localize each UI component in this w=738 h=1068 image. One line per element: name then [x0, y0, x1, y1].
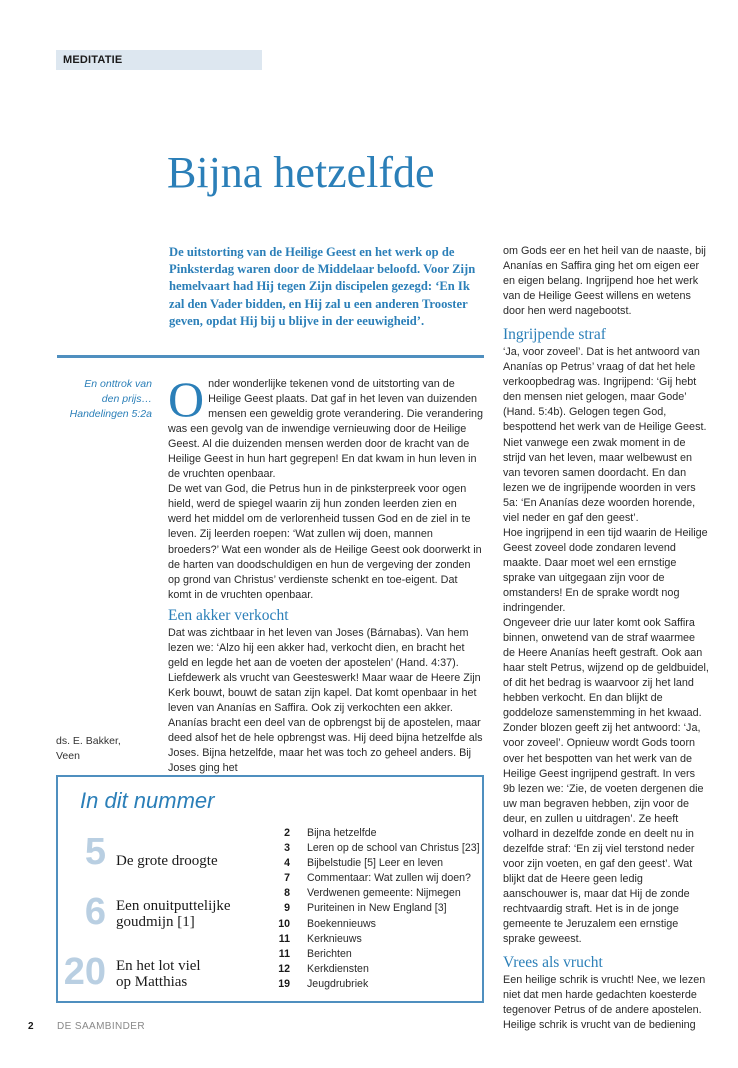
- article-column-2: [503, 244, 709, 1033]
- feature-page-number: 20: [63, 951, 106, 993]
- subheading: Vrees als vrucht: [503, 954, 603, 972]
- toc-page: 19: [278, 977, 290, 990]
- toc-item[interactable]: [266, 826, 481, 841]
- toc-item[interactable]: [266, 886, 481, 901]
- toc-item[interactable]: [266, 917, 481, 932]
- toc-title: Leren op de school van Christus [23]: [307, 842, 480, 855]
- paragraph: Een heilige schrik is vrucht! Nee, we lezen niet dat men harde gedachten koesterde tegenover Petrus of de andere apostelen. Heilige schrik is vrucht van de bediening: [503, 974, 706, 1032]
- subheading: Ingrijpende straf: [503, 326, 606, 344]
- toc-title: Bijna hetzelfde: [307, 827, 377, 839]
- toc-item[interactable]: [266, 901, 481, 916]
- footer-magazine-name: DE SAAMBINDER: [57, 1021, 145, 1032]
- page-title: Bijna hetzelfde: [167, 148, 435, 197]
- toc-title: Berichten: [307, 947, 352, 960]
- toc-item[interactable]: [266, 947, 481, 962]
- toc-item[interactable]: [266, 977, 481, 992]
- feature-link[interactable]: [116, 853, 256, 869]
- feature-link[interactable]: [116, 898, 256, 930]
- toc-title: Kerkdiensten: [307, 962, 369, 975]
- paragraph: ‘Ja, voor zoveel’. Dat is het antwoord van Ananías op Petrus’ vraag of dat het hele verkoopbedrag was. Ingrijpend: ‘Gij hebt den mensen niet gelogen, maar Gode’ (Hand. 5:4b). Gelogen tegen God, bespottend het werk van de Heilige Geest. Niet vanwege een zwak moment in de strijd van het leven, maar welbewust en van tevoren samen doordacht. En dan lezen we de ingrijpende woorden in vers 5a: ‘En Ananías deze woorden horende, viel neder en gaf den geest’.: [503, 346, 707, 524]
- divider: [57, 355, 484, 358]
- table-of-contents: [266, 826, 481, 992]
- toc-page: 11: [278, 947, 290, 960]
- paragraph: De wet van God, die Petrus hun in de pinksterpreek voor ogen hield, werd de spiegel waarin zij hun zonden leerden zien en werd het middel om de verlorenheid tussen God en de ziel in te leven. Zij leerden roepen: ‘Wat zullen wij doen, mannen broeders?’ Wat een wonder als de Heilige Geest ook doorwerkt in de harten van doodschuldigen en hun de vergeving der zonden op grond van Christus’ verdienste schenkt en toe-eigent. Dat komt in de vruchten openbaar.: [168, 483, 482, 601]
- toc-title: Puriteinen in New England [3]: [307, 902, 447, 915]
- section-label: MEDITATIE: [56, 50, 262, 70]
- paragraph: [168, 371, 484, 482]
- scripture-quote-line: den prijs…: [101, 393, 152, 405]
- paragraph: om Gods eer en het heil van de naaste, bij Ananías en Saffira ging het om eigen eer en eigen belang. Ingrijpend hoe het werk van de Heilige Geest willens en wetens door hen werd nagebootst.: [503, 245, 706, 318]
- author-place: Veen: [56, 750, 80, 762]
- feature-link[interactable]: [116, 958, 256, 990]
- intro-paragraph: De uitstorting van de Heilige Geest en het werk op de Pinksterdag waren door de Middelaar beloofd. Voor Zijn hemelvaart had Hij tegen Zijn discipelen gezegd: ‘En Ik zal den Vader bidden, en Hij zal u een anderen Trooster geven, opdat Hij bij u blijve in der eeuwigheid’.: [169, 245, 476, 328]
- feature-title: Een onuitputtelijke: [116, 898, 231, 914]
- feature-page-number: 5: [84, 831, 106, 873]
- subheading: Een akker verkocht: [168, 606, 289, 624]
- toc-title: Kerknieuws: [307, 932, 362, 945]
- drop-cap: O: [168, 371, 205, 427]
- toc-page: 4: [284, 857, 290, 870]
- contents-title: In dit nummer: [80, 788, 215, 813]
- toc-item[interactable]: [266, 841, 481, 856]
- toc-page: 11: [278, 932, 290, 945]
- toc-page: 2: [284, 827, 290, 839]
- paragraph: Ongeveer drie uur later komt ook Saffira binnen, onwetend van de straf waarmee de Heere Ananías heeft gestraft. Ook aan haar stelt Petrus, wijzend op de geldbuidel, of dit het bedrag is waarvoor zij het land hebben verkocht. En dan blijkt de goddeloze samenstemming in het kwaad. Zonder blozen geeft zij het antwoord: ‘Ja, voor zoveel’. Opnieuw wordt Gods toorn over het bespotten van het werk van de Heilige Geest ingrijpend gestraft. In vers 9b lezen we: ‘Zie, de voeten dergenen die uw man begraven hebben, zijn voor de deur, en zullen u uitdragen’. Ze heeft volhard in dezelfde zonde en deelt nu in dezelfde straf: ‘En zij viel terstond neder voor zijn voeten, en gaf den geest’. Wat blijkt dat de Heere geen ledig aanschouwer is, maar dat Hij de zonde rechtvaardig straft. Het is in de jonge gemeente te Jeruzalem een ernstige sprake geweest.: [503, 617, 709, 946]
- toc-item[interactable]: [266, 962, 481, 977]
- toc-page: 12: [278, 962, 290, 975]
- toc-page: 9: [284, 902, 290, 915]
- feature-title: En het lot viel: [116, 958, 201, 974]
- toc-page: 10: [278, 917, 290, 930]
- toc-title: Jeugdrubriek: [307, 977, 369, 990]
- toc-item[interactable]: [266, 856, 481, 871]
- toc-page: 8: [284, 887, 290, 900]
- toc-item[interactable]: [266, 932, 481, 947]
- toc-page: 7: [284, 872, 290, 885]
- scripture-quote: [56, 377, 152, 422]
- footer-page-number: 2: [28, 1021, 34, 1032]
- author-name: ds. E. Bakker,: [56, 735, 121, 747]
- toc-title: Boekennieuws: [307, 917, 376, 930]
- paragraph-text: nder wonderlijke tekenen vond de uitstorting van de Heilige Geest plaats. Dat gaf in het leven van duizenden mensen een geweldig grote verandering. Die verandering was een gevolg van de inwendige vernieuwing door de Heilige Geest. Al die duizenden mensen werden door de kracht van de Heilige Geest in hun hart gegrepen! En dat kwam in hun leven in de vruchten openbaar.: [168, 378, 484, 481]
- paragraph: Hoe ingrijpend in een tijd waarin de Heilige Geest zoveel dode zondaren levend maakte. Daar moet wel een ernstige sprake van uitgegaan zijn voor de omstanders! En de sprake wordt nog indringender.: [503, 526, 708, 615]
- toc-page: 3: [284, 842, 290, 855]
- feature-title: De grote droogte: [116, 853, 218, 869]
- scripture-reference: Handelingen 5:2a: [69, 408, 152, 420]
- author-byline: [56, 734, 152, 764]
- feature-title: op Matthias: [116, 974, 188, 990]
- toc-title: Verdwenen gemeente: Nijmegen: [307, 887, 461, 900]
- toc-item[interactable]: [266, 871, 481, 886]
- toc-title: Bijbelstudie [5] Leer en leven: [307, 857, 444, 870]
- feature-title: goudmijn [1]: [116, 914, 195, 930]
- feature-page-number: 6: [84, 891, 106, 933]
- toc-title: Commentaar: Wat zullen wij doen?: [307, 872, 471, 885]
- paragraph: Dat was zichtbaar in het leven van Joses (Bárnabas). Van hem lezen we: ‘Alzo hij een akker had, verkocht dien, en bracht het geld en legde het aan de voeten der apostelen’ (Hand. 4:37). Liefdewerk als vrucht van Geesteswerk! Maar waar de Heere Zijn Kerk bouwt, bouwt de satan zijn kapel. Dat komt openbaar in het leven van Ananías en Saffira. Ook zij verkochten een akker. Ananías bracht een deel van de opbrengst bij de apostelen, maar deed alsof het de hele opbrengst was. Hij deed bijna hetzelfde als Joses. Bijna hetzelfde, maar het was toch zo geheel anders. Bij Joses ging het: [168, 626, 483, 775]
- article-column-1: [168, 371, 484, 776]
- scripture-quote-line: En onttrok van: [84, 378, 152, 390]
